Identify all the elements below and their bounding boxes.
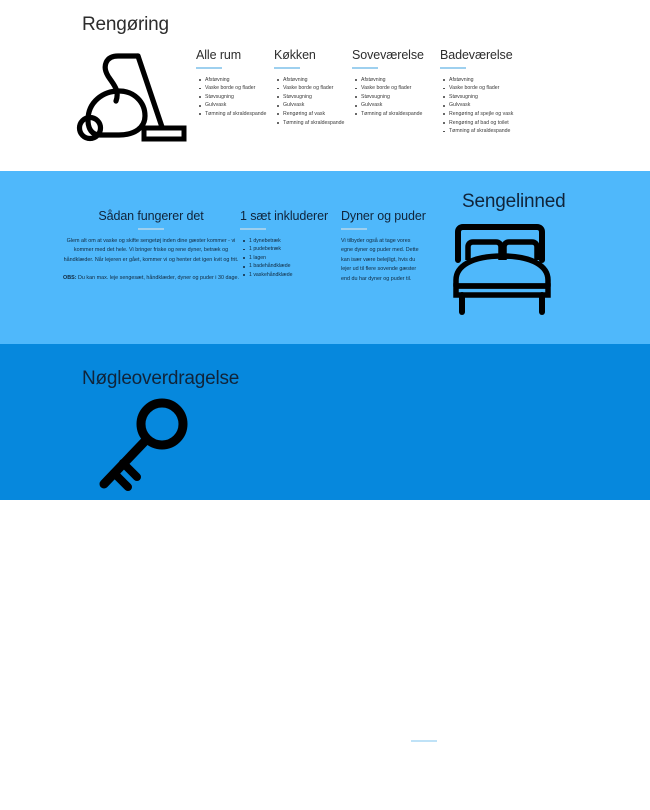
list-item: Gulvvask xyxy=(449,101,528,110)
list-item: Vaske borde og flader xyxy=(449,84,528,93)
list-item: Rengøring af bad og toilet xyxy=(449,119,528,128)
list-item: Gulvvask xyxy=(283,101,352,110)
list-item: Gulvvask xyxy=(205,101,274,110)
cleaning-column-badevaerelse xyxy=(440,48,528,136)
column-title: Badeværelse xyxy=(440,48,513,62)
title-underline xyxy=(341,228,367,230)
list-item: Rengøring af spejle og vask xyxy=(449,110,528,119)
cleaning-list-kokken xyxy=(274,76,352,128)
keys-paragraph-1: For at gøre det så let for dig som muligt, tilbyder vi at overdrage nøglerne til lejeren. Således behøver du ikke at være hjemme for at udleje din bolig. xyxy=(281,750,567,767)
linen-duvets xyxy=(341,209,426,285)
cleaning-columns xyxy=(196,48,528,136)
linen-how-it-works xyxy=(62,209,240,284)
list-item: Tømning af skraldespande xyxy=(205,110,274,119)
column-title: 1 sæt inkluderer xyxy=(240,209,329,223)
list-item: Afstøvning xyxy=(205,76,274,85)
list-item: 1 dynebetræk xyxy=(249,237,326,246)
column-title: Soveværelse xyxy=(352,48,424,62)
list-item: 1 lagen xyxy=(249,254,326,263)
list-item: 1 vaskehåndklæde xyxy=(249,271,326,280)
list-item: 1 badehåndklæde xyxy=(249,262,326,271)
column-title: Dyner og puder xyxy=(341,209,426,223)
column-title: Sådan fungerer det xyxy=(375,723,473,735)
linen-how-it-works-paragraph: Glem alt om at vaske og skifte sengetøj inden dine gæster kommer - vi kommer med det hele. Vi bringer friske og rene dyner, betræk og håndklæder. Når lejeren er gået, kommer vi og henter det igen kvit og frit. xyxy=(63,237,239,263)
linen-duvets-paragraph: Vi tilbyder også at tage vores egne dyner og puder med. Dette kan især være belejligt, hvis du lejer ud til flere sovende gæster end du har dyner og puder til. xyxy=(341,237,419,282)
title-underline xyxy=(196,67,222,69)
column-title: Alle rum xyxy=(196,48,242,62)
cleaning-list-badevaerelse xyxy=(440,76,528,136)
keys-section xyxy=(0,344,650,808)
list-item: Støvsugning xyxy=(449,93,528,102)
linen-section xyxy=(0,171,650,344)
linen-set-list xyxy=(240,237,326,280)
list-item: Tømning af skraldespande xyxy=(283,119,352,128)
list-item: Vaske borde og flader xyxy=(205,84,274,93)
list-item: Støvsugning xyxy=(205,93,274,102)
keys-paragraph-2: Hvis det er tilfældet du har flere bookinger på længere tid og ikke er hjemme kan vi også beholde nøglen og derefter gøre klar og overdrage til flere lejere uden du er hjemme. Hvis du rejser nogle dage inden rengøringen skal finde sted, tilbyder vi også at du kan aflevere nøglen ved vores drop-off point og så tager vi den derfra. xyxy=(282,780,566,808)
title-underline xyxy=(240,228,266,230)
keys-how-it-works xyxy=(281,723,567,810)
cleaning-column-sovevaerelse xyxy=(352,48,440,136)
list-item: Støvsugning xyxy=(361,93,440,102)
title-underline xyxy=(411,740,437,742)
list-item: Afstøvning xyxy=(283,76,352,85)
cleaning-list-alle-rum xyxy=(196,76,274,119)
list-item: Vaske borde og flader xyxy=(283,84,352,93)
list-item: Afstøvning xyxy=(449,76,528,85)
cleaning-title: Rengøring xyxy=(82,14,169,35)
list-item: Tømning af skraldespande xyxy=(361,110,440,119)
bed-icon xyxy=(452,224,554,316)
list-item: Vaske borde og flader xyxy=(361,84,440,93)
linen-note xyxy=(62,274,240,284)
linen-note-text: Du kan max. leje sengesæt, håndklæder, dyner og puder i 30 dage. xyxy=(76,275,239,282)
keys-title: Nøgleoverdragelse xyxy=(82,368,240,389)
title-underline xyxy=(274,67,300,69)
title-underline xyxy=(138,228,164,230)
column-title: Køkken xyxy=(274,48,316,62)
title-underline xyxy=(440,67,466,69)
vacuum-cleaner-icon xyxy=(72,44,192,146)
key-icon xyxy=(92,398,196,498)
cleaning-section xyxy=(0,0,650,171)
linen-title: Sengelinned xyxy=(462,191,566,212)
list-item: Gulvvask xyxy=(361,101,440,110)
list-item: Støvsugning xyxy=(283,93,352,102)
list-item: Afstøvning xyxy=(361,76,440,85)
list-item: 1 pudebetræk xyxy=(249,245,326,254)
cleaning-column-alle-rum xyxy=(196,48,274,136)
title-underline xyxy=(352,67,378,69)
linen-note-label: OBS: xyxy=(63,275,77,282)
cleaning-column-kokken xyxy=(274,48,352,136)
linen-set-includes xyxy=(240,209,329,280)
column-title: Sådan fungerer det xyxy=(98,209,204,223)
cleaning-list-sovevaerelse xyxy=(352,76,440,119)
list-item: Tømning af skraldespande xyxy=(449,127,528,136)
list-item: Rengøring af vask xyxy=(283,110,352,119)
